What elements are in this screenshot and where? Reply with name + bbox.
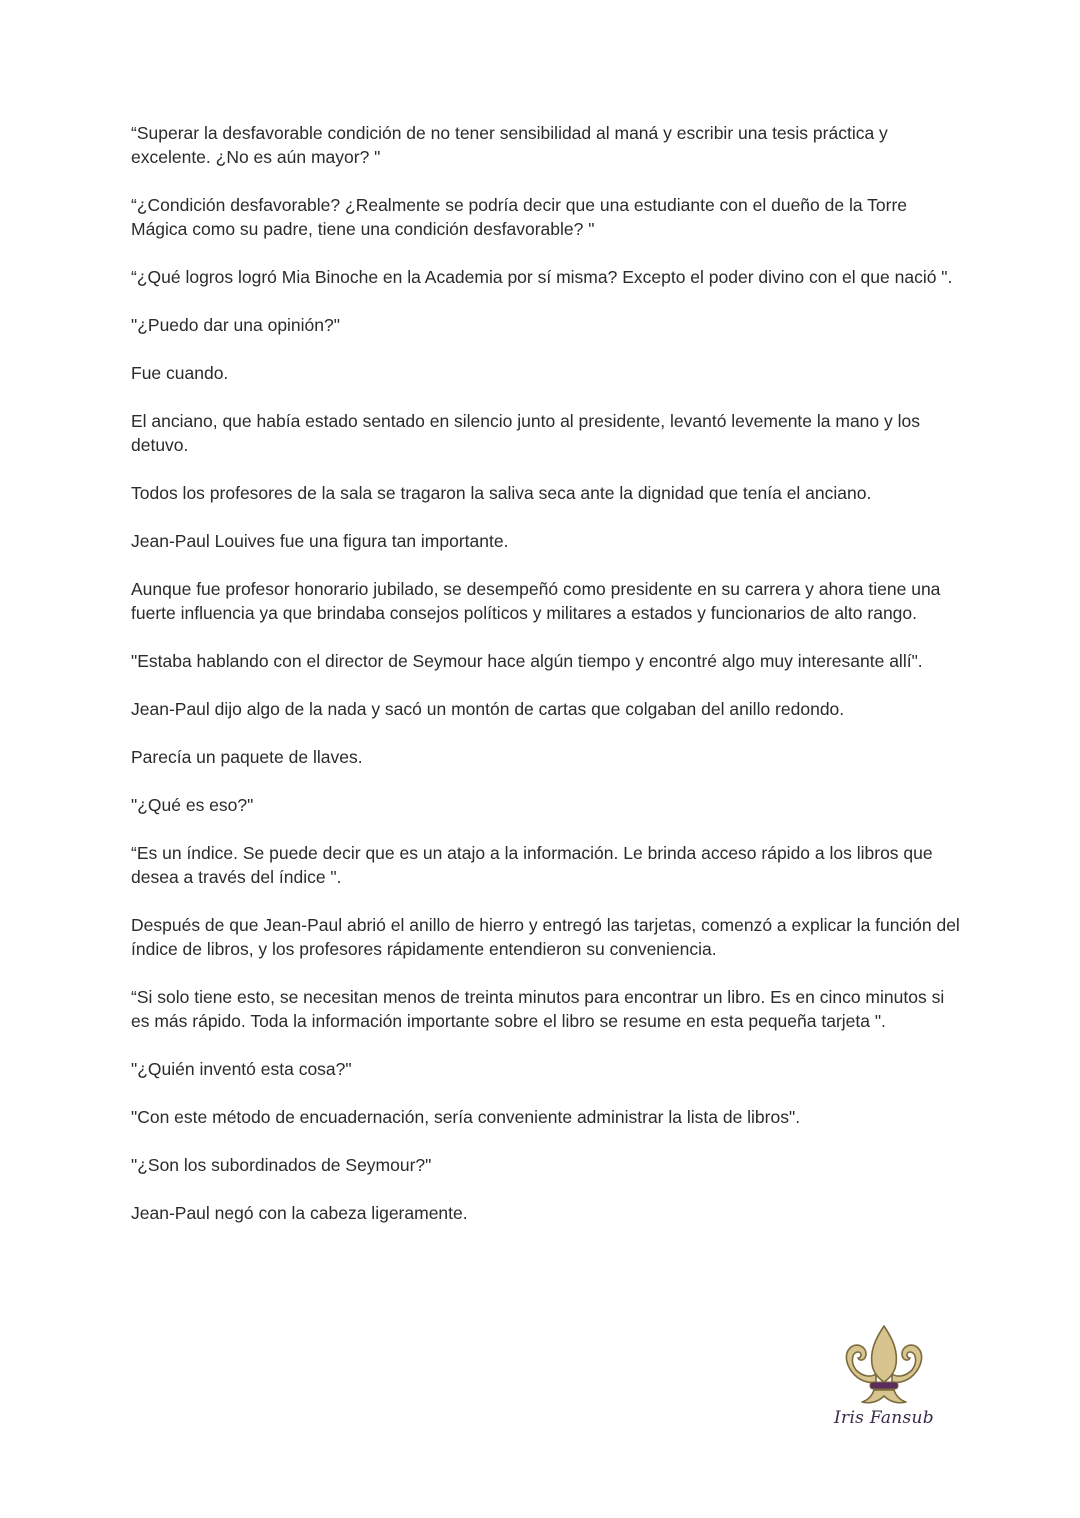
watermark-label: Iris Fansub: [834, 1408, 934, 1428]
paragraph: “¿Condición desfavorable? ¿Realmente se podría decir que una estudiante con el dueño de la Torre Mágica como su padre, tiene una condición desfavorable? ": [131, 195, 907, 239]
paragraph: "¿Quién inventó esta cosa?": [131, 1059, 352, 1079]
paragraph: "Estaba hablando con el director de Seymour hace algún tiempo y encontré algo muy interesante allí".: [131, 651, 923, 671]
paragraph: “Es un índice. Se puede decir que es un atajo a la información. Le brinda acceso rápido a los libros que desea a través del índice ".: [131, 843, 933, 887]
document-body: [131, 121, 961, 1249]
paragraph: “Si solo tiene esto, se necesitan menos de treinta minutos para encontrar un libro. Es en cinco minutos si es más rápido. Toda la información importante sobre el libro se resume en esta pequeña tarjeta ".: [131, 987, 945, 1031]
paragraph: Fue cuando.: [131, 363, 229, 383]
paragraph: “Superar la desfavorable condición de no tener sensibilidad al maná y escribir una tesis práctica y excelente. ¿No es aún mayor? ": [131, 123, 888, 167]
paragraph: "Con este método de encuadernación, sería conveniente administrar la lista de libros".: [131, 1107, 801, 1127]
paragraph: “¿Qué logros logró Mia Binoche en la Academia por sí misma? Excepto el poder divino con el que nació ".: [131, 267, 953, 287]
paragraph: "¿Son los subordinados de Seymour?": [131, 1155, 432, 1175]
paragraph: Todos los profesores de la sala se tragaron la saliva seca ante la dignidad que tenía el anciano.: [131, 483, 872, 503]
paragraph: Aunque fue profesor honorario jubilado, se desempeñó como presidente en su carrera y ahora tiene una fuerte influencia ya que brindaba consejos políticos y militares a estados y funcionarios de alto rango.: [131, 579, 941, 623]
paragraph: Jean-Paul dijo algo de la nada y sacó un montón de cartas que colgaban del anillo redondo.: [131, 699, 845, 719]
paragraph: Jean-Paul Louives fue una figura tan importante.: [131, 531, 509, 551]
paragraph: Parecía un paquete de llaves.: [131, 747, 363, 767]
paragraph: "¿Puedo dar una opinión?": [131, 315, 340, 335]
fleur-de-lis-icon: [838, 1324, 930, 1406]
paragraph: "¿Qué es eso?": [131, 795, 254, 815]
paragraph: El anciano, que había estado sentado en silencio junto al presidente, levantó levemente la mano y los detuvo.: [131, 411, 920, 455]
watermark-logo: [834, 1324, 934, 1436]
paragraph: Jean-Paul negó con la cabeza ligeramente.: [131, 1203, 468, 1223]
paragraph: Después de que Jean-Paul abrió el anillo de hierro y entregó las tarjetas, comenzó a explicar la función del índice de libros, y los profesores rápidamente entendieron su conveniencia.: [131, 915, 960, 959]
